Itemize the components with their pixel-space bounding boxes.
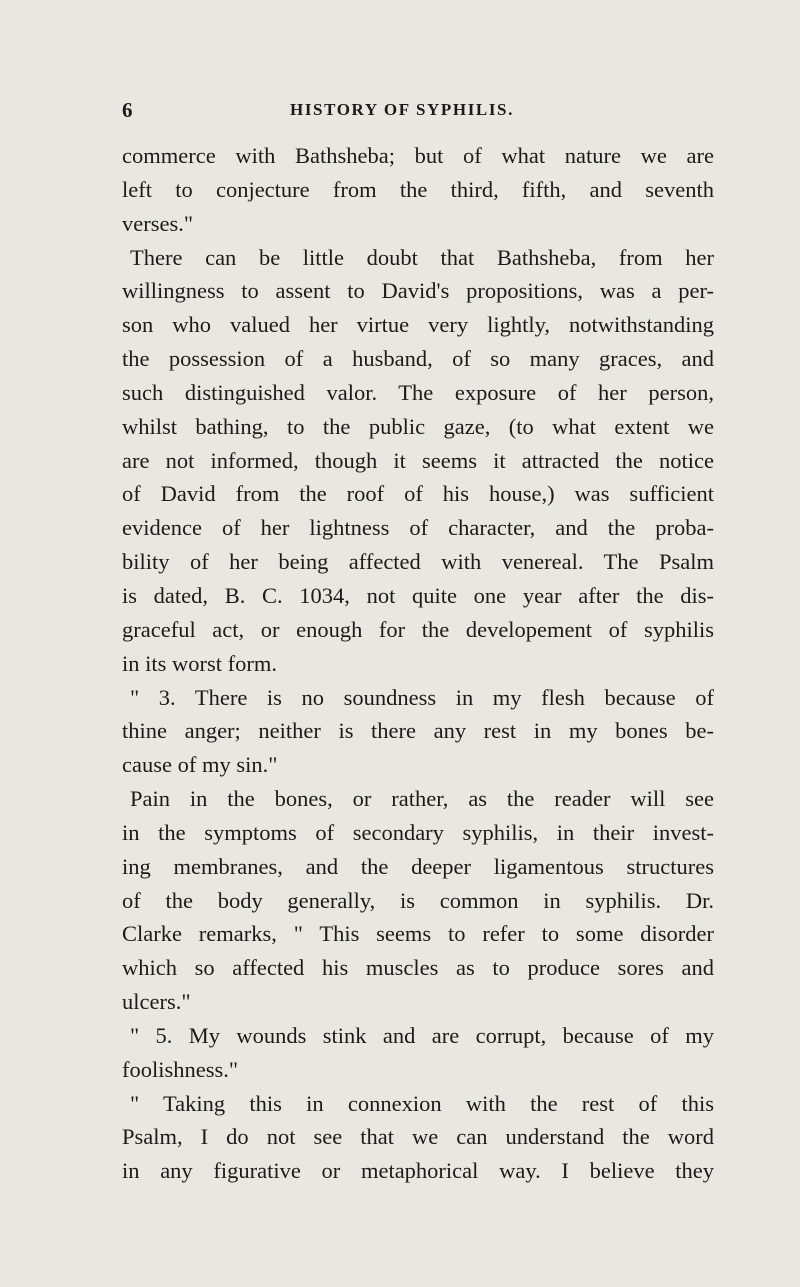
text-line: Clarke remarks, " This seems to refer to some disorder: [122, 921, 714, 947]
text-line: ing membranes, and the deeper ligamentous structures: [122, 853, 714, 879]
text-line: which so affected his muscles as to produce sores and: [122, 955, 714, 981]
text-line: " 3. There is no soundness in my flesh because of: [130, 684, 714, 710]
text-line: are not informed, though it seems it attracted the notice: [122, 447, 714, 473]
text-line: graceful act, or enough for the developement of syphilis: [122, 616, 714, 642]
text-line: in any figurative or metaphorical way. I believe they: [122, 1158, 714, 1184]
text-line: willingness to assent to David's propositions, was a per-: [122, 278, 714, 304]
text-line: foolishness.": [122, 1056, 239, 1082]
text-line: cause of my sin.": [122, 752, 278, 778]
text-line: whilst bathing, to the public gaze, (to what extent we: [122, 413, 714, 439]
text-line: the possession of a husband, of so many graces, and: [122, 346, 714, 372]
text-line: " Taking this in connexion with the rest of this: [130, 1090, 714, 1116]
text-line: in its worst form.: [122, 650, 277, 676]
text-line: ulcers.": [122, 989, 191, 1015]
text-line: There can be little doubt that Bathsheba, from her: [130, 244, 714, 270]
text-line: of the body generally, is common in syphilis. Dr.: [122, 887, 714, 913]
text-line: commerce with Bathsheba; but of what nature we are: [122, 143, 714, 168]
running-head: HISTORY OF SYPHILIS.: [290, 100, 514, 119]
body-text: [122, 139, 714, 1188]
text-line: left to conjecture from the third, fifth, and seventh: [122, 176, 714, 202]
text-line: of David from the roof of his house,) was sufficient: [122, 481, 714, 507]
text-line: evidence of her lightness of character, and the proba-: [122, 515, 714, 541]
text-line: is dated, B. C. 1034, not quite one year after the dis-: [122, 582, 714, 608]
text-line: Pain in the bones, or rather, as the reader will see: [130, 786, 714, 812]
text-line: in the symptoms of secondary syphilis, in their invest-: [122, 819, 714, 845]
page-number: 6: [122, 98, 134, 122]
text-line: son who valued her virtue very lightly, notwithstanding: [122, 312, 714, 338]
text-line: bility of her being affected with venereal. The Psalm: [122, 549, 714, 575]
text-line: verses.": [122, 210, 194, 236]
text-line: " 5. My wounds stink and are corrupt, because of my: [130, 1022, 714, 1048]
text-line: thine anger; neither is there any rest in my bones be-: [122, 718, 714, 744]
page-header: [0, 98, 800, 128]
text-line: Psalm, I do not see that we can understand the word: [122, 1124, 714, 1150]
text-line: such distinguished valor. The exposure of her person,: [122, 379, 714, 405]
